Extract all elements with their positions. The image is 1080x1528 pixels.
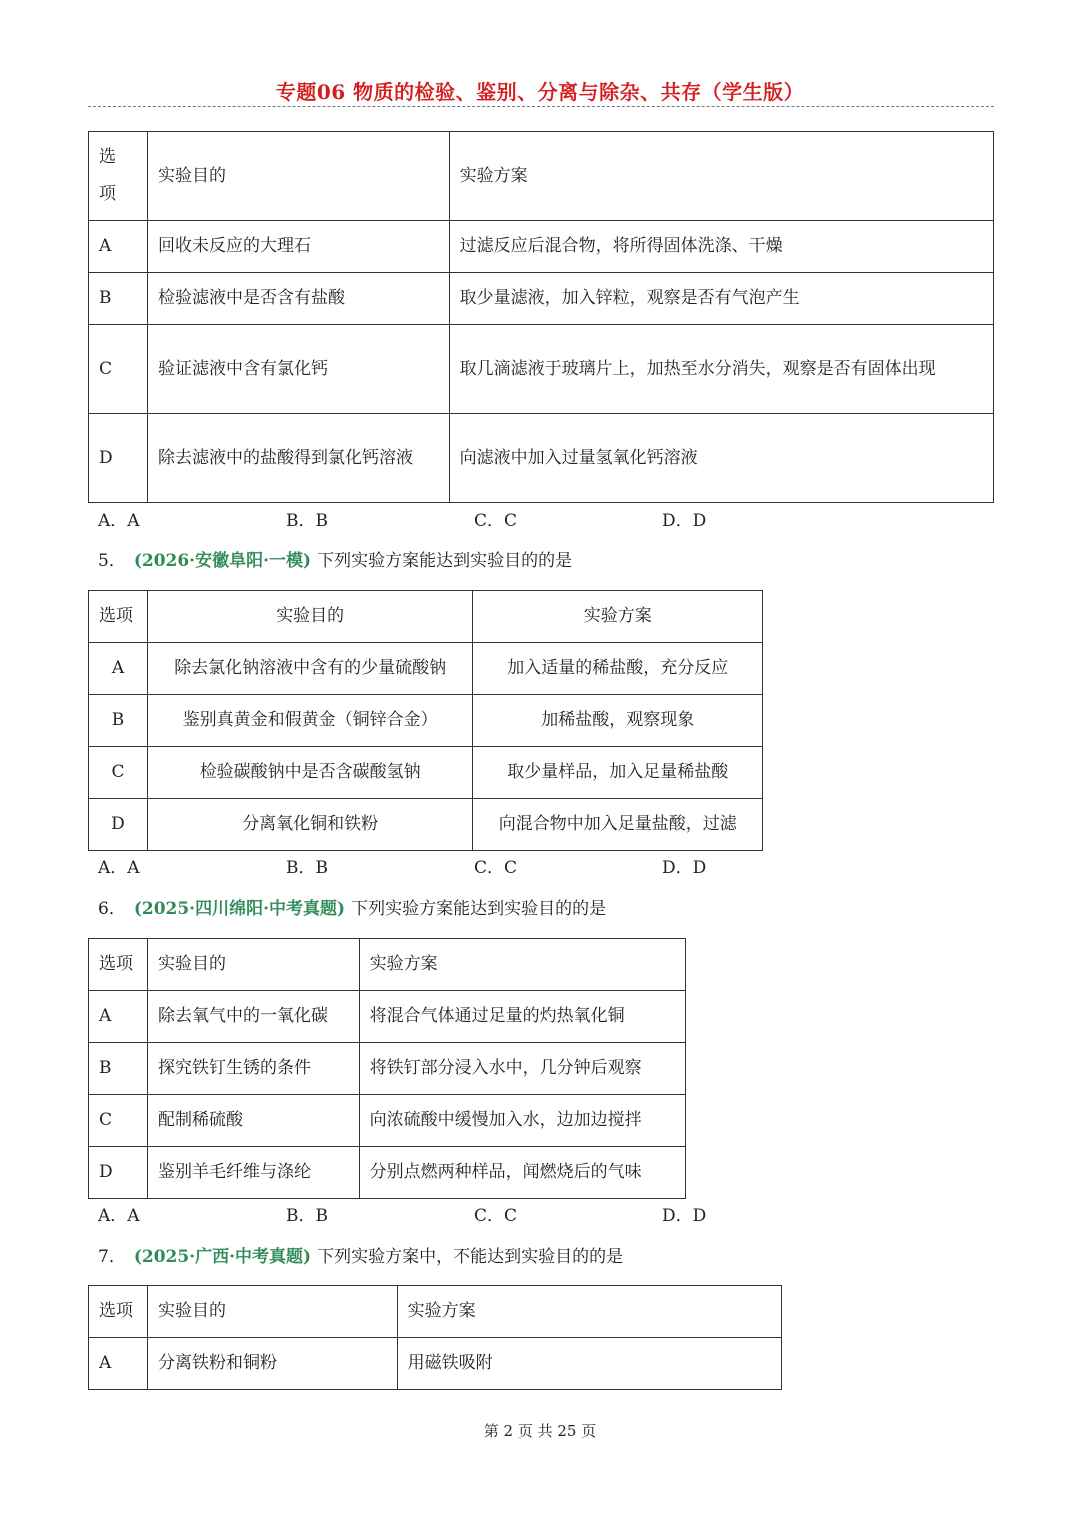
goal-cell: 配制稀硫酸 xyxy=(147,1095,359,1147)
table-row xyxy=(89,1095,686,1147)
question-number: 5． xyxy=(98,551,126,571)
choice-d[interactable]: D．D xyxy=(662,1206,707,1226)
header-cell-plan: 实验方案 xyxy=(397,1286,781,1338)
option-cell: C xyxy=(89,1095,148,1147)
option-cell: D xyxy=(89,799,148,851)
table-header-row xyxy=(89,591,763,643)
question-6-table xyxy=(88,938,686,1199)
table-row xyxy=(89,414,994,503)
choice-b[interactable]: B．B xyxy=(286,511,328,531)
choice-c[interactable]: C．C xyxy=(474,511,518,531)
choice-b[interactable]: B．B xyxy=(286,858,328,878)
plan-cell: 加稀盐酸，观察现象 xyxy=(473,695,763,747)
header-cell-goal: 实验目的 xyxy=(147,939,359,991)
table-row xyxy=(89,1147,686,1199)
question-5-table xyxy=(88,590,763,851)
option-cell: C xyxy=(89,325,148,414)
header-cell-plan: 实验方案 xyxy=(473,591,763,643)
goal-cell: 回收未反应的大理石 xyxy=(147,221,449,273)
header-cell-option: 选项 xyxy=(89,939,148,991)
choice-c[interactable]: C．C xyxy=(474,858,518,878)
choice-c[interactable]: C．C xyxy=(474,1206,518,1226)
question-source: (2025·四川绵阳·中考真题) xyxy=(133,899,346,919)
question-source: (2026·安徽阜阳·一模) xyxy=(133,551,312,571)
page-number-footer: 第 2 页 共 25 页 xyxy=(483,1422,597,1440)
question-6-stem xyxy=(98,894,606,919)
plan-cell: 将铁钉部分浸入水中，几分钟后观察 xyxy=(359,1043,685,1095)
header-divider xyxy=(88,106,994,107)
option-cell: B xyxy=(89,695,148,747)
goal-cell: 分离铁粉和铜粉 xyxy=(147,1338,397,1390)
choice-b[interactable]: B．B xyxy=(286,1206,328,1226)
plan-cell: 取少量样品，加入足量稀盐酸 xyxy=(473,747,763,799)
choice-d[interactable]: D．D xyxy=(662,511,707,531)
header-cell-goal: 实验目的 xyxy=(147,132,449,221)
header-cell-plan: 实验方案 xyxy=(359,939,685,991)
header-cell-plan: 实验方案 xyxy=(449,132,993,221)
question-7-table xyxy=(88,1285,782,1390)
table-header-row xyxy=(89,132,994,221)
goal-cell: 检验滤液中是否含有盐酸 xyxy=(147,273,449,325)
table-row xyxy=(89,643,763,695)
question-text: 下列实验方案中，不能达到实验目的的是 xyxy=(317,1247,624,1267)
question-number: 7． xyxy=(98,1247,126,1267)
answer-choices xyxy=(98,506,850,531)
table-header-row xyxy=(89,1286,782,1338)
option-cell: A xyxy=(89,221,148,273)
goal-cell: 除去滤液中的盐酸得到氯化钙溶液 xyxy=(147,414,449,503)
table-row xyxy=(89,273,994,325)
goal-cell: 鉴别真黄金和假黄金（铜锌合金） xyxy=(147,695,472,747)
goal-cell: 验证滤液中含有氯化钙 xyxy=(147,325,449,414)
header-cell-option: 选项 xyxy=(89,591,148,643)
plan-cell: 分别点燃两种样品，闻燃烧后的气味 xyxy=(359,1147,685,1199)
question-text: 下列实验方案能达到实验目的的是 xyxy=(317,551,573,571)
choice-d[interactable]: D．D xyxy=(662,858,707,878)
option-cell: A xyxy=(89,1338,148,1390)
goal-cell: 鉴别羊毛纤维与涤纶 xyxy=(147,1147,359,1199)
choice-a[interactable]: A．A xyxy=(98,1206,140,1226)
table-row xyxy=(89,1338,782,1390)
question-text: 下列实验方案能达到实验目的的是 xyxy=(351,899,607,919)
option-cell: B xyxy=(89,273,148,325)
table-row xyxy=(89,221,994,273)
table-header-row xyxy=(89,939,686,991)
header-cell-goal: 实验目的 xyxy=(147,1286,397,1338)
answer-choices xyxy=(98,1201,850,1226)
goal-cell: 除去氯化钠溶液中含有的少量硫酸钠 xyxy=(147,643,472,695)
question-4-table xyxy=(88,131,994,503)
plan-cell: 将混合气体通过足量的灼热氧化铜 xyxy=(359,991,685,1043)
option-cell: C xyxy=(89,747,148,799)
goal-cell: 分离氧化铜和铁粉 xyxy=(147,799,472,851)
table-row xyxy=(89,695,763,747)
goal-cell: 除去氧气中的一氧化碳 xyxy=(147,991,359,1043)
table-row xyxy=(89,747,763,799)
header-cell-option: 选项 xyxy=(89,132,148,221)
option-cell: A xyxy=(89,643,148,695)
question-7-stem xyxy=(98,1242,623,1267)
page-header-title: 专题06 物质的检验、鉴别、分离与除杂、共存（学生版） xyxy=(275,80,805,104)
table-row xyxy=(89,325,994,414)
choice-a[interactable]: A．A xyxy=(98,858,140,878)
question-number: 6． xyxy=(98,899,126,919)
table-row xyxy=(89,1043,686,1095)
header-cell-goal: 实验目的 xyxy=(147,591,472,643)
goal-cell: 探究铁钉生锈的条件 xyxy=(147,1043,359,1095)
plan-cell: 向混合物中加入足量盐酸，过滤 xyxy=(473,799,763,851)
question-5-stem xyxy=(98,546,572,571)
header-cell-option: 选项 xyxy=(89,1286,148,1338)
plan-cell: 取几滴滤液于玻璃片上，加热至水分消失，观察是否有固体出现 xyxy=(449,325,993,414)
table-row xyxy=(89,991,686,1043)
plan-cell: 加入适量的稀盐酸，充分反应 xyxy=(473,643,763,695)
option-cell: D xyxy=(89,1147,148,1199)
option-cell: A xyxy=(89,991,148,1043)
goal-cell: 检验碳酸钠中是否含碳酸氢钠 xyxy=(147,747,472,799)
answer-choices xyxy=(98,853,850,878)
option-cell: B xyxy=(89,1043,148,1095)
plan-cell: 取少量滤液，加入锌粒，观察是否有气泡产生 xyxy=(449,273,993,325)
plan-cell: 向浓硫酸中缓慢加入水，边加边搅拌 xyxy=(359,1095,685,1147)
plan-cell: 向滤液中加入过量氢氧化钙溶液 xyxy=(449,414,993,503)
choice-a[interactable]: A．A xyxy=(98,511,140,531)
option-cell: D xyxy=(89,414,148,503)
plan-cell: 过滤反应后混合物，将所得固体洗涤、干燥 xyxy=(449,221,993,273)
plan-cell: 用磁铁吸附 xyxy=(397,1338,781,1390)
question-source: (2025·广西·中考真题) xyxy=(133,1247,312,1267)
table-row xyxy=(89,799,763,851)
